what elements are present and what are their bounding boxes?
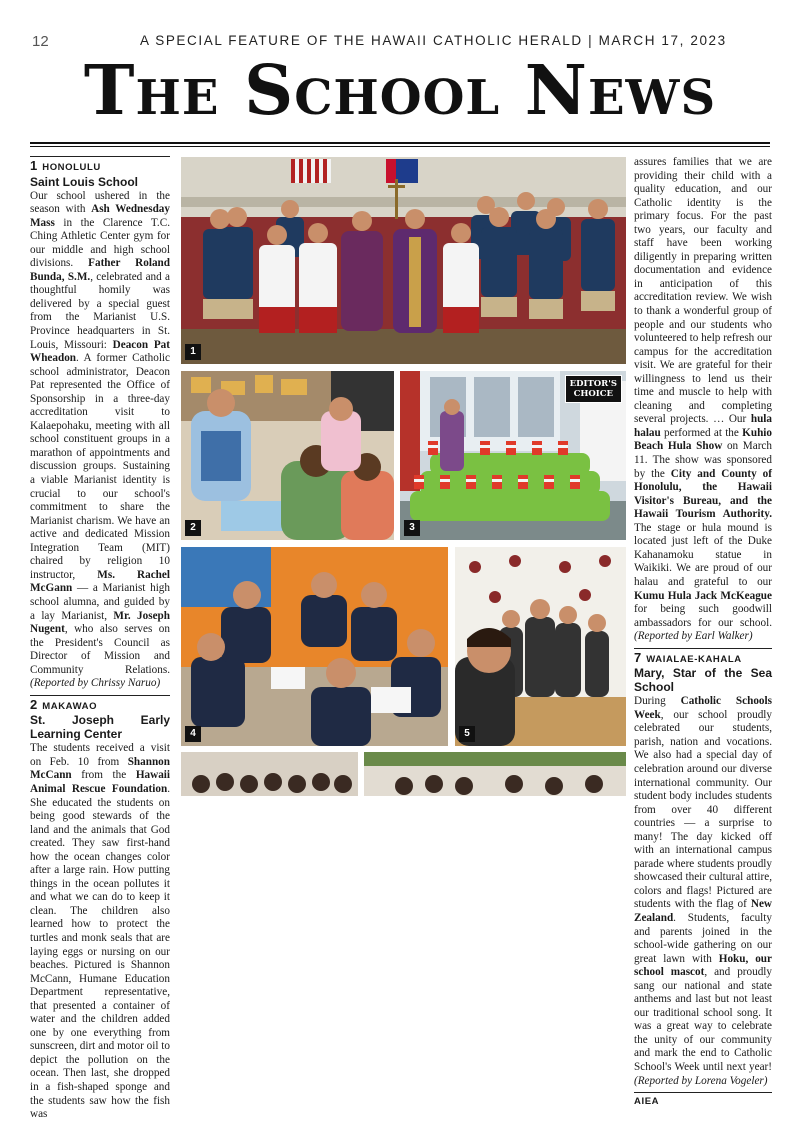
photo-number: 3 [404, 520, 420, 536]
reporter-credit: (Reported by Lorena Vogeler) [634, 1074, 768, 1087]
section-2-head [30, 695, 170, 714]
feature-kicker: A SPECIAL FEATURE OF THE HAWAII CATHOLIC HERALD | MARCH 17, 2023 [140, 33, 727, 48]
photo-2-illustration [181, 371, 394, 540]
section-number: 7 [634, 649, 642, 665]
photo-1-illustration [181, 157, 626, 364]
masthead-rule-thin [30, 146, 770, 147]
photo-7-illustration [364, 752, 626, 796]
section-number: 2 [30, 696, 38, 712]
photo-number: 4 [185, 726, 201, 742]
section-location: WAIALAE-KAHALA [646, 653, 742, 665]
school-name: Mary, Star of the Sea School [634, 666, 772, 695]
section-location: AIEA [634, 1096, 660, 1108]
left-column [30, 156, 170, 1126]
article-body-continued: assures families that we are providing their child with a quality education, and our Catholic identity is the primary focus. For the past two years, our faculty and staff have been working diligently in preparing written documentation and evidence in anticipation of this accreditation review. We wish to thank a wonderful group of people and our students who volunteered to help refresh our campus for the accreditation visit. We are grateful for their willingness to lend us their time and muscle to help with cleaning and completing several projects. … Our hula halau performed at the Kuhio Beach Hula Show on March 11. The show was sponsored by the City and County of Honolulu, the Hawaii Visitor's Bureau, and the Hawaii Tourism Authority. The stage or hula mound is located just left of the Duke Kahanamoku statue in Waikiki. We are proud of our halau and grateful to our Kumu Hula Jack McKeague for being such goodwill ambassadors for our school. (Reported by Earl Walker) [634, 156, 772, 643]
school-name: Saint Louis School [30, 174, 139, 189]
section-location: MAKAWAO [42, 700, 98, 712]
section-1-head [30, 156, 170, 175]
photo-6-illustration [181, 752, 358, 796]
school-name: St. Joseph Early Learning Center [30, 713, 170, 742]
page-number: 12 [32, 33, 49, 50]
photo-4-students [181, 547, 448, 746]
photo-number: 5 [459, 726, 475, 742]
section-next-head [634, 1092, 772, 1109]
reporter-credit: (Reported by Chrissy Naruo) [30, 677, 161, 690]
photo-1-gym-group [181, 157, 626, 364]
photo-2-classroom [181, 371, 394, 540]
section-7-head [634, 648, 772, 667]
article-body: Our school ushered in the season with Ash Wednesday Mass in the Clarence T.C. Ching Athletic Center gym for our middle and high school divisions. Father Roland Bunda, S.M., celebrated and a thoughtful homily was delivered by a special guest from the Marianist U.S. Province headquarters in St. Louis, Missouri: Deacon Pat Wheadon. A former Catholic school administrator, Deacon Pat represented the Office of Sponsorship in a three-day accreditation visit to Kalaepohaku, meeting with all school constituent groups in a marathon of appointments and discussion groups. Sustaining a viable Marianist identity is crucial to our school's commitment to share the Marianist charism. We have an active and dedicated Mission Integration Team (MIT) chaired by religion 10 instructor, Ms. Rachel McGann — a Marianist high school alumna, and guided by a lay Marianist, Mr. Joseph Nugent, who also serves on the President's Council as Director of Mission and Community Relations. (Reported by Chrissy Naruo) [30, 189, 170, 690]
article-body: The students received a visit on Feb. 10 from Shannon McCann from the Hawaii Animal Rescue Foundation. She educated the students on being good stewards of the land and the animals that God created. They saw first-hand how the ocean changes color after a large rain. How putting things in the ocean pollutes it and what we can do to keep it clean. The children also learned how to protect the turtles and monk seals that are laying eggs or nursing on our beaches. Pictured is Shannon McCann, Humane Education Department representative, that presented a container of water and the children added one by one everything from sunscreen, dirt and motor oil to depict the pollution on the ocean. Then last, she dropped in a fish-shaped sponge and the students saw how the fish was [30, 742, 170, 1121]
photo-number: 2 [185, 520, 201, 536]
right-column [634, 156, 772, 1109]
editors-choice-badge: EDITOR'S CHOICE [565, 375, 622, 403]
reporter-credit: (Reported by Earl Walker) [634, 630, 753, 643]
photo-3-reading-day [400, 371, 626, 540]
photo-7-partial [364, 752, 626, 796]
photo-4-illustration [181, 547, 448, 746]
photo-number: 1 [185, 344, 201, 360]
photo-6-partial [181, 752, 358, 796]
section-number: 1 [30, 158, 38, 173]
masthead-rule [30, 142, 770, 144]
article-body: During Catholic Schools Week, our school proudly celebrated our students, parish, nation and vocations. We also had a special day of celebration around our diverse international community. Our student body includes students from over 40 different countries — a surprise to many! The day kicked off with an international campus parade where students proudly showcased their cultural attire, colors and flags! Pictured are students with the flag of New Zealand. Students, faculty and parents joined in the school-wide gathering on our great lawn with Hoku, our school mascot, and proudly sang our national and state anthems and last but not least our traditional school song. It was a great way to celebrate the unity of our community and mark the end to Catholic School's Week until next year! (Reported by Lorena Vogeler) [634, 695, 772, 1087]
masthead-title: The School News [83, 51, 717, 131]
photo-5-selfie [455, 547, 626, 746]
photo-5-illustration [455, 547, 626, 746]
section-location: HONOLULU [42, 162, 101, 173]
